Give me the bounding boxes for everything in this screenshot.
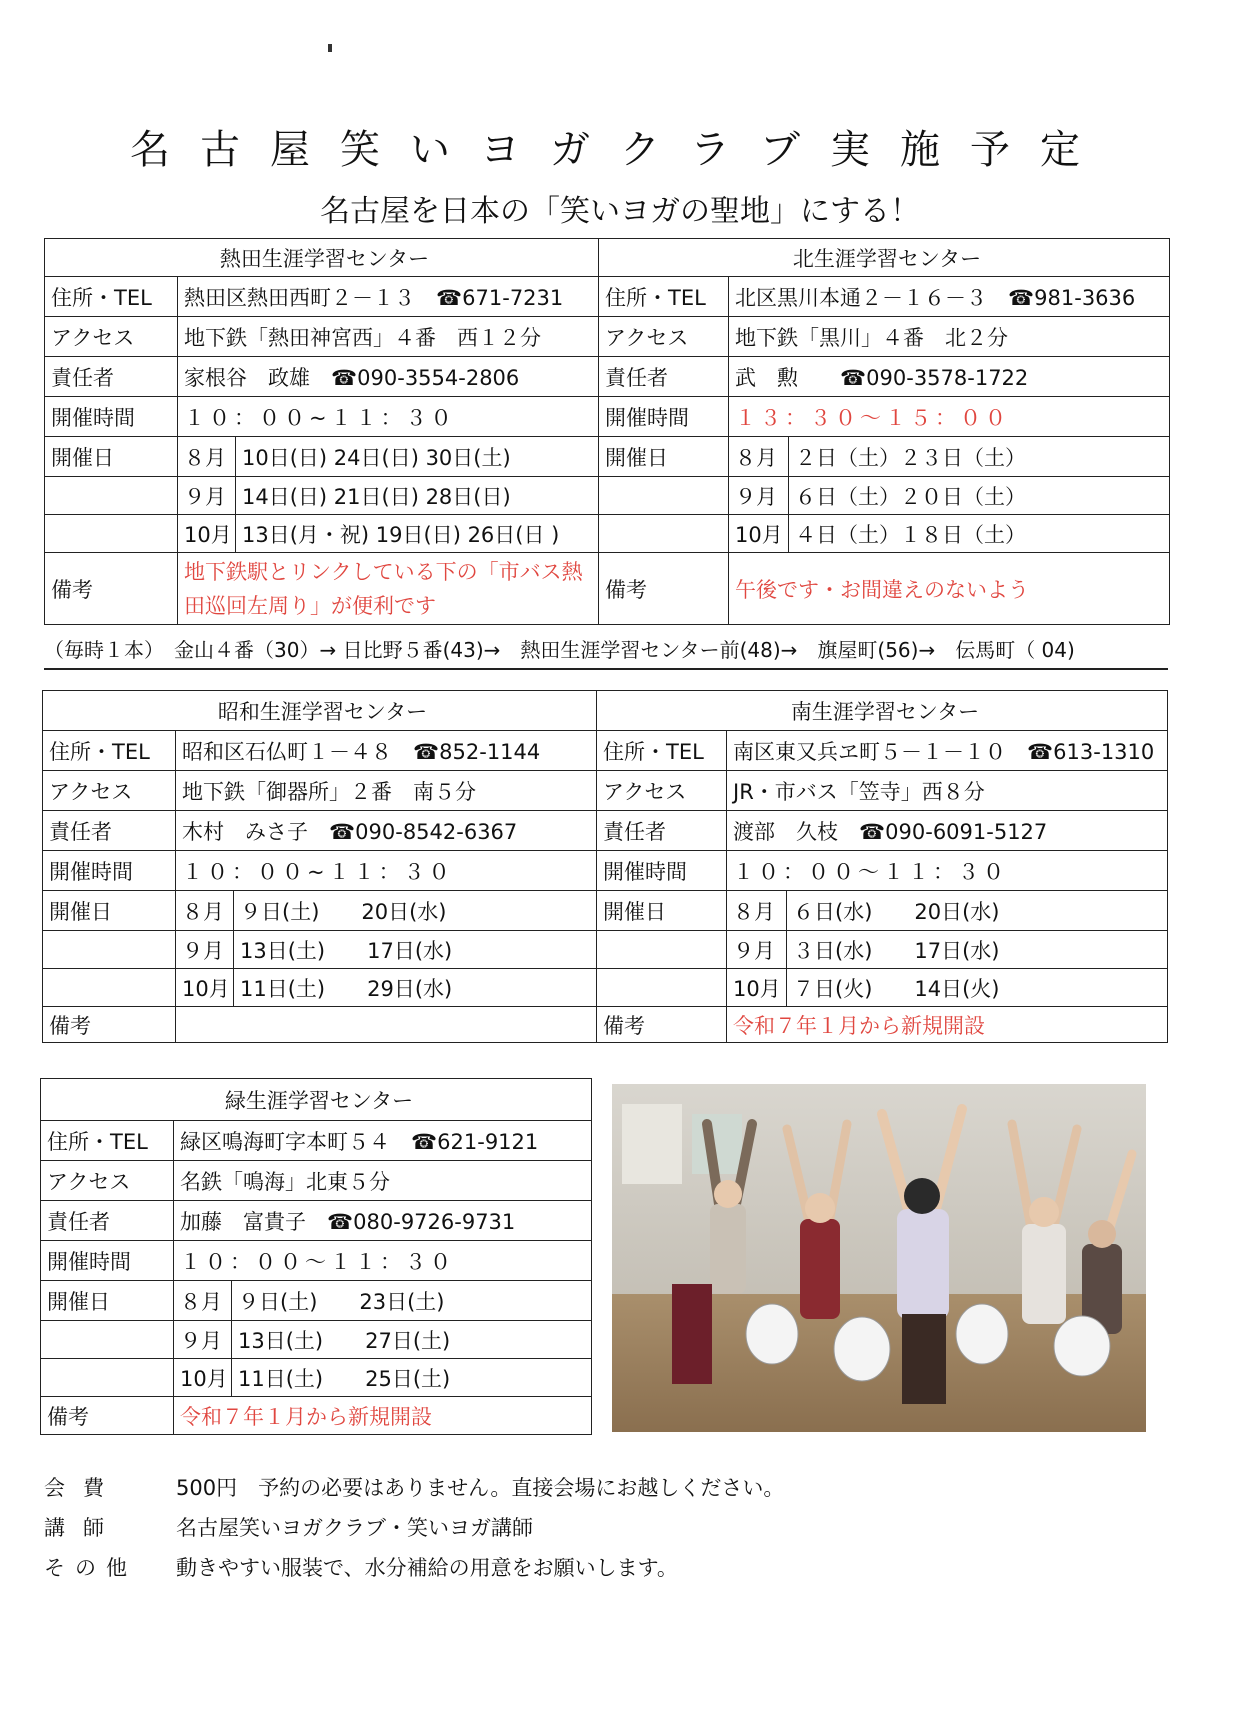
dates-value: ９日(土) 20日(水)	[234, 891, 597, 931]
yoga-class-photo	[612, 1084, 1146, 1432]
center-name: 北生涯学習センター	[599, 239, 1170, 277]
info-section	[44, 1468, 784, 1588]
time-value: １０：００～１１：３０	[174, 1241, 592, 1281]
address-value: 昭和区石仏町１－４８ ☎852-1144	[176, 731, 597, 771]
time-value: １０：００～１１：３０	[727, 851, 1168, 891]
manager-label: 責任者	[597, 811, 727, 851]
fee-value: 500円 予約の必要はありません。直接会場にお越しください。	[176, 1476, 785, 1500]
dates-label: 開催日	[41, 1281, 174, 1321]
month-label: 10月	[174, 1359, 232, 1397]
showa-table	[42, 690, 597, 1043]
atsuta-table	[44, 238, 599, 625]
time-label: 開催時間	[43, 851, 176, 891]
bus-route: （毎時１本） 金山４番（30）→ 日比野５番(43)→ 熱田生涯学習センター前(48)→ 旗屋町(56)→ 伝馬町（ 04)	[44, 632, 1168, 670]
dates-value: 11日(土) 25日(土)	[232, 1359, 592, 1397]
teacher-label: 講師	[44, 1516, 122, 1540]
other-label: その他	[44, 1556, 137, 1580]
address-label: 住所・TEL	[41, 1121, 174, 1161]
manager-label: 責任者	[45, 357, 178, 397]
address-value: 熱田区熱田西町２－１３ ☎671-7231	[178, 277, 599, 317]
dates-label: 開催日	[45, 437, 178, 477]
dates-label: 開催日	[597, 891, 727, 931]
month-label: ９月	[727, 931, 787, 969]
address-value: 南区東又兵ヱ町５－１－１０ ☎613-1310	[727, 731, 1168, 771]
address-label: 住所・TEL	[599, 277, 729, 317]
time-label: 開催時間	[599, 397, 729, 437]
access-value: 地下鉄「黒川」４番 北２分	[729, 317, 1170, 357]
access-label: アクセス	[41, 1161, 174, 1201]
time-label: 開催時間	[41, 1241, 174, 1281]
month-label: ８月	[727, 891, 787, 931]
month-label: ９月	[729, 477, 789, 515]
center-name: 緑生涯学習センター	[41, 1079, 592, 1121]
dates-value: 11日(土) 29日(水)	[234, 969, 597, 1007]
teacher-row	[44, 1508, 784, 1548]
time-value: １３：３０～１５：００	[729, 397, 1170, 437]
dates-value: ２日（土）２３日（土）	[789, 437, 1170, 477]
month-label: ９月	[174, 1321, 232, 1359]
month-label: 10月	[176, 969, 234, 1007]
notes-value: 午後です・お間違えのないよう	[729, 553, 1170, 625]
dates-label: 開催日	[43, 891, 176, 931]
address-label: 住所・TEL	[43, 731, 176, 771]
dates-value: ７日(火) 14日(火)	[787, 969, 1168, 1007]
address-label: 住所・TEL	[597, 731, 727, 771]
page-subtitle: 名古屋を日本の「笑いヨガの聖地」にする！	[320, 194, 920, 229]
month-label: 10月	[178, 515, 236, 553]
scan-mark	[328, 44, 332, 52]
center-name: 熱田生涯学習センター	[45, 239, 599, 277]
dates-value: ６日(水) 20日(水)	[787, 891, 1168, 931]
time-value: １０：００~１１：３０	[176, 851, 597, 891]
manager-label: 責任者	[599, 357, 729, 397]
kita-table	[598, 238, 1170, 625]
access-label: アクセス	[597, 771, 727, 811]
month-label: ８月	[174, 1281, 232, 1321]
notes-value	[176, 1007, 597, 1043]
other-value: 動きやすい服装で、水分補給の用意をお願いします。	[176, 1556, 678, 1580]
month-label: ８月	[176, 891, 234, 931]
notes-label: 備考	[597, 1007, 727, 1043]
minami-table	[596, 690, 1168, 1043]
dates-value: 10日(日) 24日(日) 30日(土)	[236, 437, 599, 477]
manager-value: 渡部 久枝 ☎090-6091-5127	[727, 811, 1168, 851]
center-name: 南生涯学習センター	[597, 691, 1168, 731]
manager-label: 責任者	[43, 811, 176, 851]
dates-label: 開催日	[599, 437, 729, 477]
dates-value: ９日(土) 23日(土)	[232, 1281, 592, 1321]
time-label: 開催時間	[45, 397, 178, 437]
notes-label: 備考	[41, 1397, 174, 1435]
month-label: ９月	[176, 931, 234, 969]
access-value: 地下鉄「熱田神宮西」４番 西１２分	[178, 317, 599, 357]
month-label: 10月	[727, 969, 787, 1007]
teacher-value: 名古屋笑いヨガクラブ・笑いヨガ講師	[176, 1516, 533, 1540]
notes-label: 備考	[45, 553, 178, 625]
manager-value: 木村 みさ子 ☎090-8542-6367	[176, 811, 597, 851]
month-label: ９月	[178, 477, 236, 515]
address-label: 住所・TEL	[45, 277, 178, 317]
access-value: JR・市バス「笠寺」西８分	[727, 771, 1168, 811]
dates-value: ４日（土）１８日（土）	[789, 515, 1170, 553]
dates-value: ６日（土）２０日（土）	[789, 477, 1170, 515]
access-label: アクセス	[43, 771, 176, 811]
notes-value: 地下鉄駅とリンクしている下の「市バス熱田巡回左周り」が便利です	[178, 553, 599, 625]
center-name: 昭和生涯学習センター	[43, 691, 597, 731]
notes-value: 令和７年１月から新規開設	[174, 1397, 592, 1435]
manager-label: 責任者	[41, 1201, 174, 1241]
month-label: ８月	[178, 437, 236, 477]
manager-value: 加藤 富貴子 ☎080-9726-9731	[174, 1201, 592, 1241]
dates-value: 14日(日) 21日(日) 28日(日)	[236, 477, 599, 515]
address-value: 緑区鳴海町字本町５４ ☎621-9121	[174, 1121, 592, 1161]
address-value: 北区黒川本通２－１６－３ ☎981-3636	[729, 277, 1170, 317]
dates-value: 13日(土) 17日(水)	[234, 931, 597, 969]
notes-label: 備考	[43, 1007, 176, 1043]
month-label: 10月	[729, 515, 789, 553]
dates-value: 13日(土) 27日(土)	[232, 1321, 592, 1359]
access-label: アクセス	[599, 317, 729, 357]
notes-label: 備考	[599, 553, 729, 625]
access-value: 名鉄「鳴海」北東５分	[174, 1161, 592, 1201]
time-value: １０：００~１１：３０	[178, 397, 599, 437]
notes-value: 令和７年１月から新規開設	[727, 1007, 1168, 1043]
month-label: ８月	[729, 437, 789, 477]
dates-value: 13日(月・祝) 19日(日) 26日(日 )	[236, 515, 599, 553]
fee-label: 会費	[44, 1476, 122, 1500]
dates-value: ３日(水) 17日(水)	[787, 931, 1168, 969]
other-row	[44, 1548, 784, 1588]
manager-value: 武 勲 ☎090-3578-1722	[729, 357, 1170, 397]
access-value: 地下鉄「御器所」２番 南５分	[176, 771, 597, 811]
page-title: 名古屋笑いヨガクラブ実施予定	[130, 127, 1110, 173]
manager-value: 家根谷 政雄 ☎090-3554-2806	[178, 357, 599, 397]
access-label: アクセス	[45, 317, 178, 357]
time-label: 開催時間	[597, 851, 727, 891]
midori-table	[40, 1078, 592, 1435]
fee-row	[44, 1468, 784, 1508]
